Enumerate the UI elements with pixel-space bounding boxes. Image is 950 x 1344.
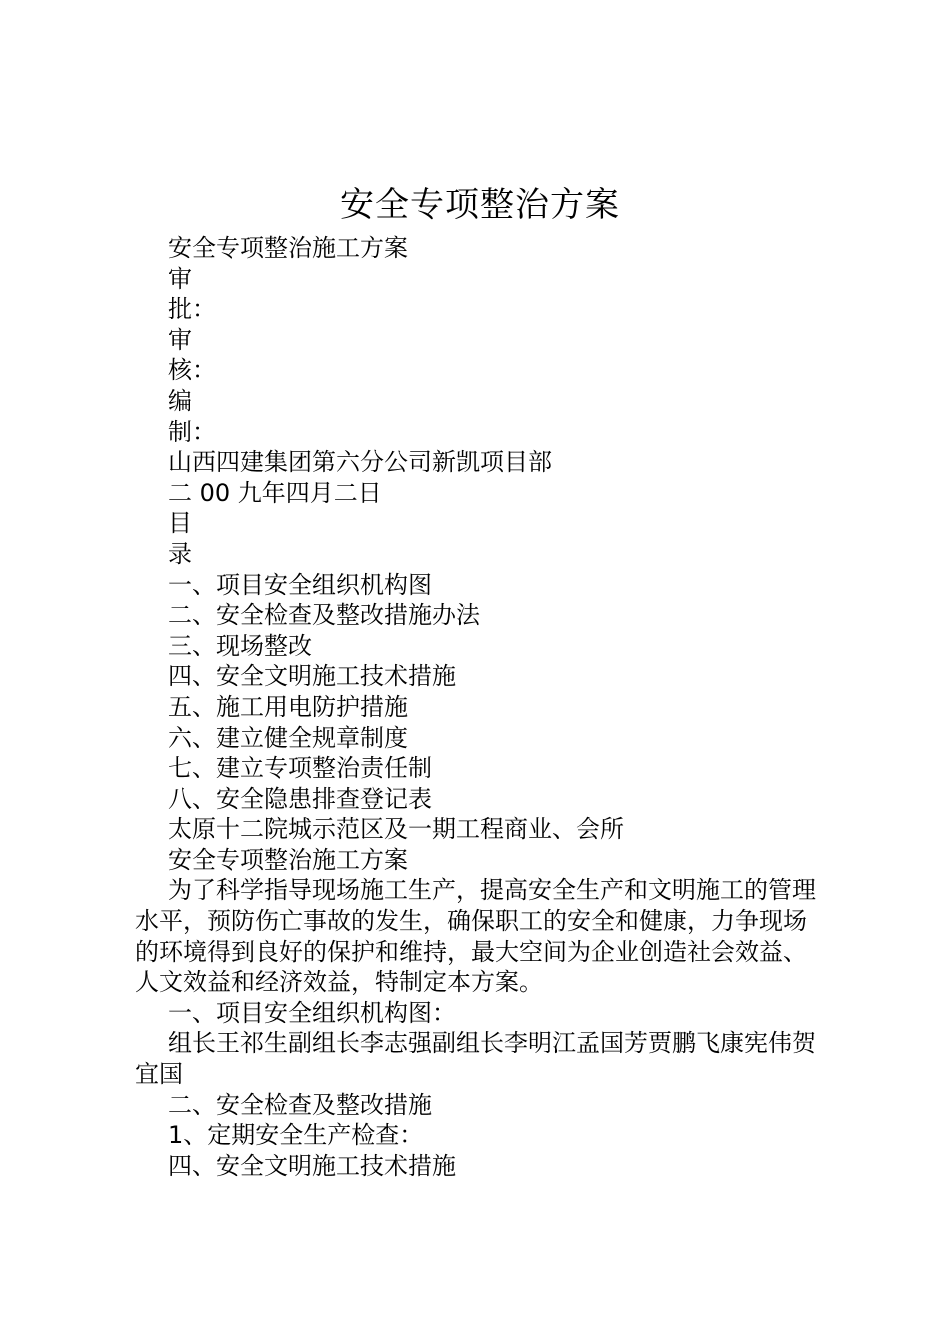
toc-heading: 目 — [168, 509, 192, 538]
toc-heading: 录 — [168, 539, 192, 568]
toc-item: 五、施工用电防护措施 — [168, 692, 408, 721]
header-line: 核： — [168, 356, 216, 385]
section-item: 1、定期安全生产检查： — [168, 1121, 424, 1150]
toc-item: 七、建立专项整治责任制 — [168, 754, 432, 783]
header-line: 批： — [168, 295, 216, 324]
section-body: 组长王祁生副组长李志强副组长李明江孟国芳贾鹏飞康宪伟贺宜国 — [135, 1029, 816, 1089]
header-line: 制： — [168, 417, 216, 446]
project-name: 太原十二院城示范区及一期工程商业、会所 — [168, 815, 624, 844]
toc-item: 二、安全检查及整改措施办法 — [168, 601, 480, 630]
toc-item: 三、现场整改 — [168, 631, 312, 660]
section-heading: 二、安全检查及整改措施 — [168, 1090, 432, 1119]
document-title: 安全专项整治方案 — [340, 185, 620, 225]
header-line: 审 — [168, 264, 192, 293]
plan-subtitle: 安全专项整治施工方案 — [168, 845, 408, 874]
header-line: 安全专项整治施工方案 — [168, 234, 408, 262]
toc-item: 四、安全文明施工技术措施 — [168, 662, 456, 691]
intro-paragraph: 为了科学指导现场施工生产，提高安全生产和文明施工的管理水平，预防伤亡事故的发生，确保职工的安全和健康，力争现场的环境得到良好的保护和维持，最大空间为企业创造社会效益、人文效益和经济效益，特制定本方案。 — [135, 876, 816, 997]
toc-item: 六、建立健全规章制度 — [168, 723, 408, 752]
toc-item: 八、安全隐患排查登记表 — [168, 784, 432, 813]
header-line: 编 — [168, 386, 192, 415]
header-line: 审 — [168, 325, 192, 354]
section-heading: 一、项目安全组织机构图： — [168, 998, 456, 1027]
document-body — [135, 233, 835, 1181]
section-heading: 四、安全文明施工技术措施 — [168, 1151, 456, 1180]
document-date: 二 00 九年四月二日 — [168, 478, 382, 507]
company-name: 山西四建集团第六分公司新凯项目部 — [168, 448, 552, 477]
toc-item: 一、项目安全组织机构图 — [168, 570, 432, 599]
